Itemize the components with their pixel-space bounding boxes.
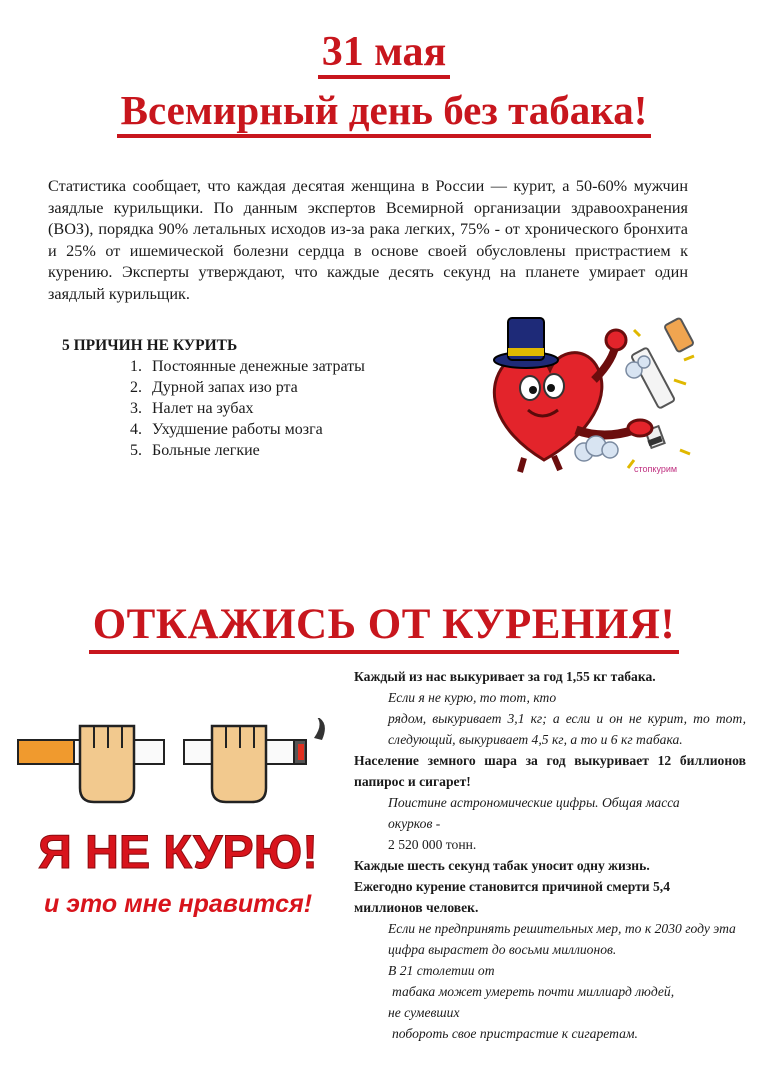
fact-text: Каждый из нас выкуривает за год 1,55 кг табака. (354, 669, 656, 684)
reasons-heading: 5 ПРИЧИН НЕ КУРИТЬ (62, 337, 238, 354)
broken-cigarette-hands-icon (18, 718, 325, 802)
top-hat-icon (494, 318, 558, 368)
fact-text: Ежегодно курение становится причиной смерти 5,4 миллионов человек. (354, 879, 671, 915)
slogan-heading: ОТКАЖИСЬ ОТ КУРЕНИЯ! (0, 600, 768, 654)
fact-note: Поистине астрономические цифры. Общая масса окурков - (388, 795, 680, 831)
intro-paragraph: Статистика сообщает, что каждая десятая женщина в России — курит, а 50-60% мужчин заядлые курильщики. По данным экспертов Всемирной организации здравоохранения (ВОЗ), порядка 90% летальных исходов из-за рака легких, 75% - от хронического бронхита и 25% от ишемической болезни сердца в основе своей обусловлены пристрастием к курению. Эксперты утверждают, что каждые десять секунд на планете умирает один заядлый курильщик. (48, 177, 688, 303)
list-item: 2. Дурной запах изо рта (130, 379, 298, 396)
date-title: 31 мая (0, 28, 768, 79)
fact-text: Население земного шара за год выкуривает 12 биллионов папирос и сигарет! (354, 753, 746, 789)
fact-note: 2 520 000 тонн. (388, 837, 477, 852)
broken-cigarette-icon (628, 318, 694, 468)
fact-note: Если не предпринять решительных мер, то к 2030 году эта цифра вырастет до восьми миллионов. (388, 921, 736, 957)
fact-note: рядом, выкуривает 3,1 кг; а если и он не курит, то тот, следующий, выкуривает 4,5 кг, а то и 6 кг табака. (388, 711, 746, 747)
i-dont-smoke-sign-illustration (14, 718, 342, 938)
fact-note: табака может умереть почти миллиард людей, (392, 984, 675, 999)
facts-block (354, 666, 746, 1044)
fact-note: Если я не курю, то тот, кто (388, 690, 557, 705)
page-title: Всемирный день без табака! (0, 86, 768, 138)
list-item: 1. Постоянные денежные затраты (130, 358, 365, 375)
fact-text: Каждые шесть секунд табак уносит одну жизнь. (354, 858, 650, 873)
fact-note: побороть свое пристрастие к сигаретам. (392, 1026, 638, 1041)
heart-logo: стопкурим (634, 464, 678, 474)
fact-note: не сумевших (388, 1005, 460, 1020)
sign-sub-text: и это мне нравится! (43, 890, 313, 918)
reasons-list (130, 356, 365, 461)
list-item: 4. Ухудшение работы мозга (130, 421, 323, 438)
list-item: 5. Больные легкие (130, 442, 260, 459)
sign-main-text: Я НЕ КУРЮ! (38, 825, 318, 878)
heart-kicking-cigarette-illustration (484, 310, 700, 480)
fact-note: В 21 столетии от (388, 963, 495, 978)
list-item: 3. Налет на зубах (130, 400, 254, 417)
